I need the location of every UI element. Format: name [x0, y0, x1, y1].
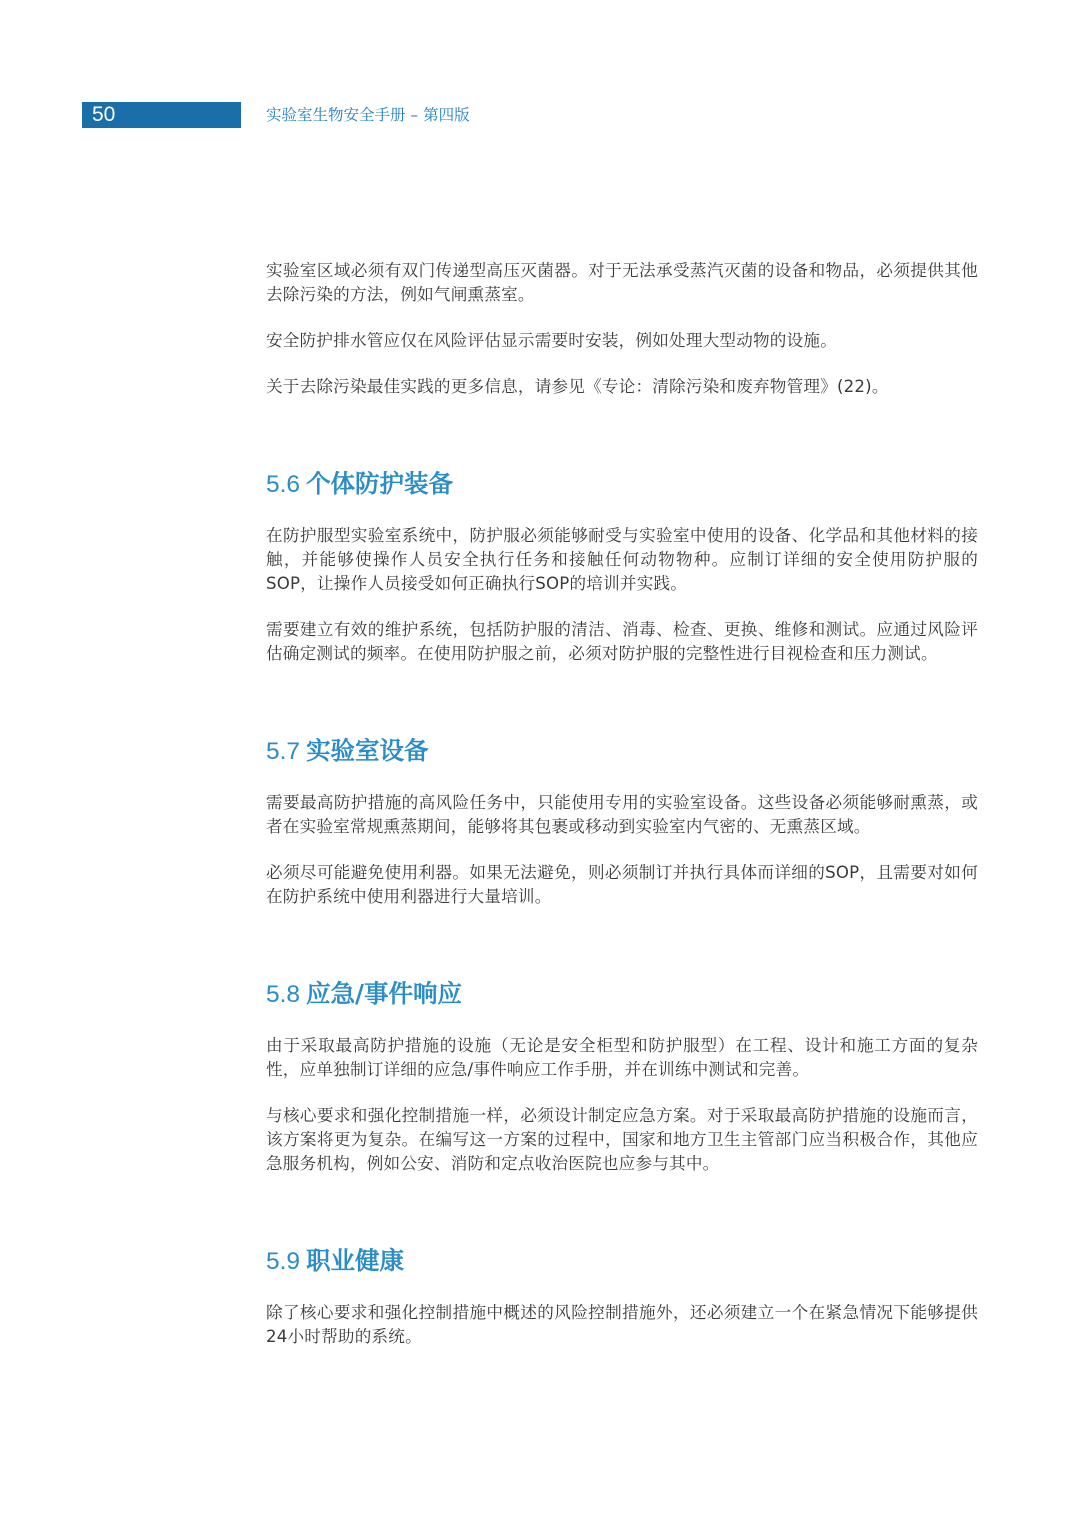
page-number-box [82, 102, 241, 128]
section-5-7-paragraph-1: 需要最高防护措施的高风险任务中，只能使用专用的实验室设备。这些设备必须能够耐熏蒸，或者在实验室常规熏蒸期间，能够将其包裹或移动到实验室内气密的、无熏蒸区域。 [266, 793, 978, 836]
section-5-7-paragraph-2: 必须尽可能避免使用利器。如果无法避免，则必须制订并执行具体而详细的SOP，且需要对如何在防护系统中使用利器进行大量培训。 [266, 863, 978, 906]
section-title: 实验室设备 [306, 736, 429, 765]
section-5-8-paragraph-2: 与核心要求和强化控制措施一样，必须设计制定应急方案。对于采取最高防护措施的设施而言，该方案将更为复杂。在编写这一方案的过程中，国家和地方卫生主管部门应当积极合作，其他应急服务机构，例如公安、消防和定点收治医院也应参与其中。 [266, 1106, 978, 1173]
section-5-6-paragraph-2: 需要建立有效的维护系统，包括防护服的清洁、消毒、检查、更换、维修和测试。应通过风险评估确定测试的频率。在使用防护服之前，必须对防护服的完整性进行目视检查和压力测试。 [266, 620, 978, 663]
running-title: 实验室生物安全手册 – 第四版 [266, 106, 470, 124]
intro-paragraph-1: 实验室区域必须有双门传递型高压灭菌器。对于无法承受蒸汽灭菌的设备和物品，必须提供其他去除污染的方法，例如气闸熏蒸室。 [266, 261, 978, 304]
intro-paragraph-3: 关于去除污染最佳实践的更多信息，请参见《专论：清除污染和废弃物管理》(22)。 [266, 377, 889, 396]
section-number: 5.8 [266, 981, 301, 1008]
section-heading-5-7 [266, 736, 978, 767]
section-heading-5-6 [266, 469, 978, 500]
section-title: 个体防护装备 [306, 469, 454, 498]
section-5-9-paragraph-1: 除了核心要求和强化控制措施中概述的风险控制措施外，还必须建立一个在紧急情况下能够提供24小时帮助的系统。 [266, 1303, 978, 1346]
section-5-8-paragraph-1: 由于采取最高防护措施的设施（无论是安全柜型和防护服型）在工程、设计和施工方面的复杂性，应单独制订详细的应急/事件响应工作手册，并在训练中测试和完善。 [266, 1036, 978, 1079]
section-heading-5-8 [266, 979, 978, 1010]
section-title: 应急/事件响应 [306, 979, 463, 1008]
page-number: 50 [92, 103, 116, 126]
intro-paragraph-2: 安全防护排水管应仅在风险评估显示需要时安装，例如处理大型动物的设施。 [266, 331, 837, 350]
section-number: 5.7 [266, 738, 301, 765]
page-body [266, 259, 978, 1371]
section-number: 5.6 [266, 471, 301, 498]
section-heading-5-9 [266, 1246, 978, 1277]
section-5-6-paragraph-1: 在防护服型实验室系统中，防护服必须能够耐受与实验室中使用的设备、化学品和其他材料的接触，并能够使操作人员安全执行任务和接触任何动物物种。应制订详细的安全使用防护服的SOP，让操作人员接受如何正确执行SOP的培训并实践。 [266, 526, 978, 593]
section-title: 职业健康 [306, 1246, 405, 1275]
section-number: 5.9 [266, 1248, 301, 1275]
